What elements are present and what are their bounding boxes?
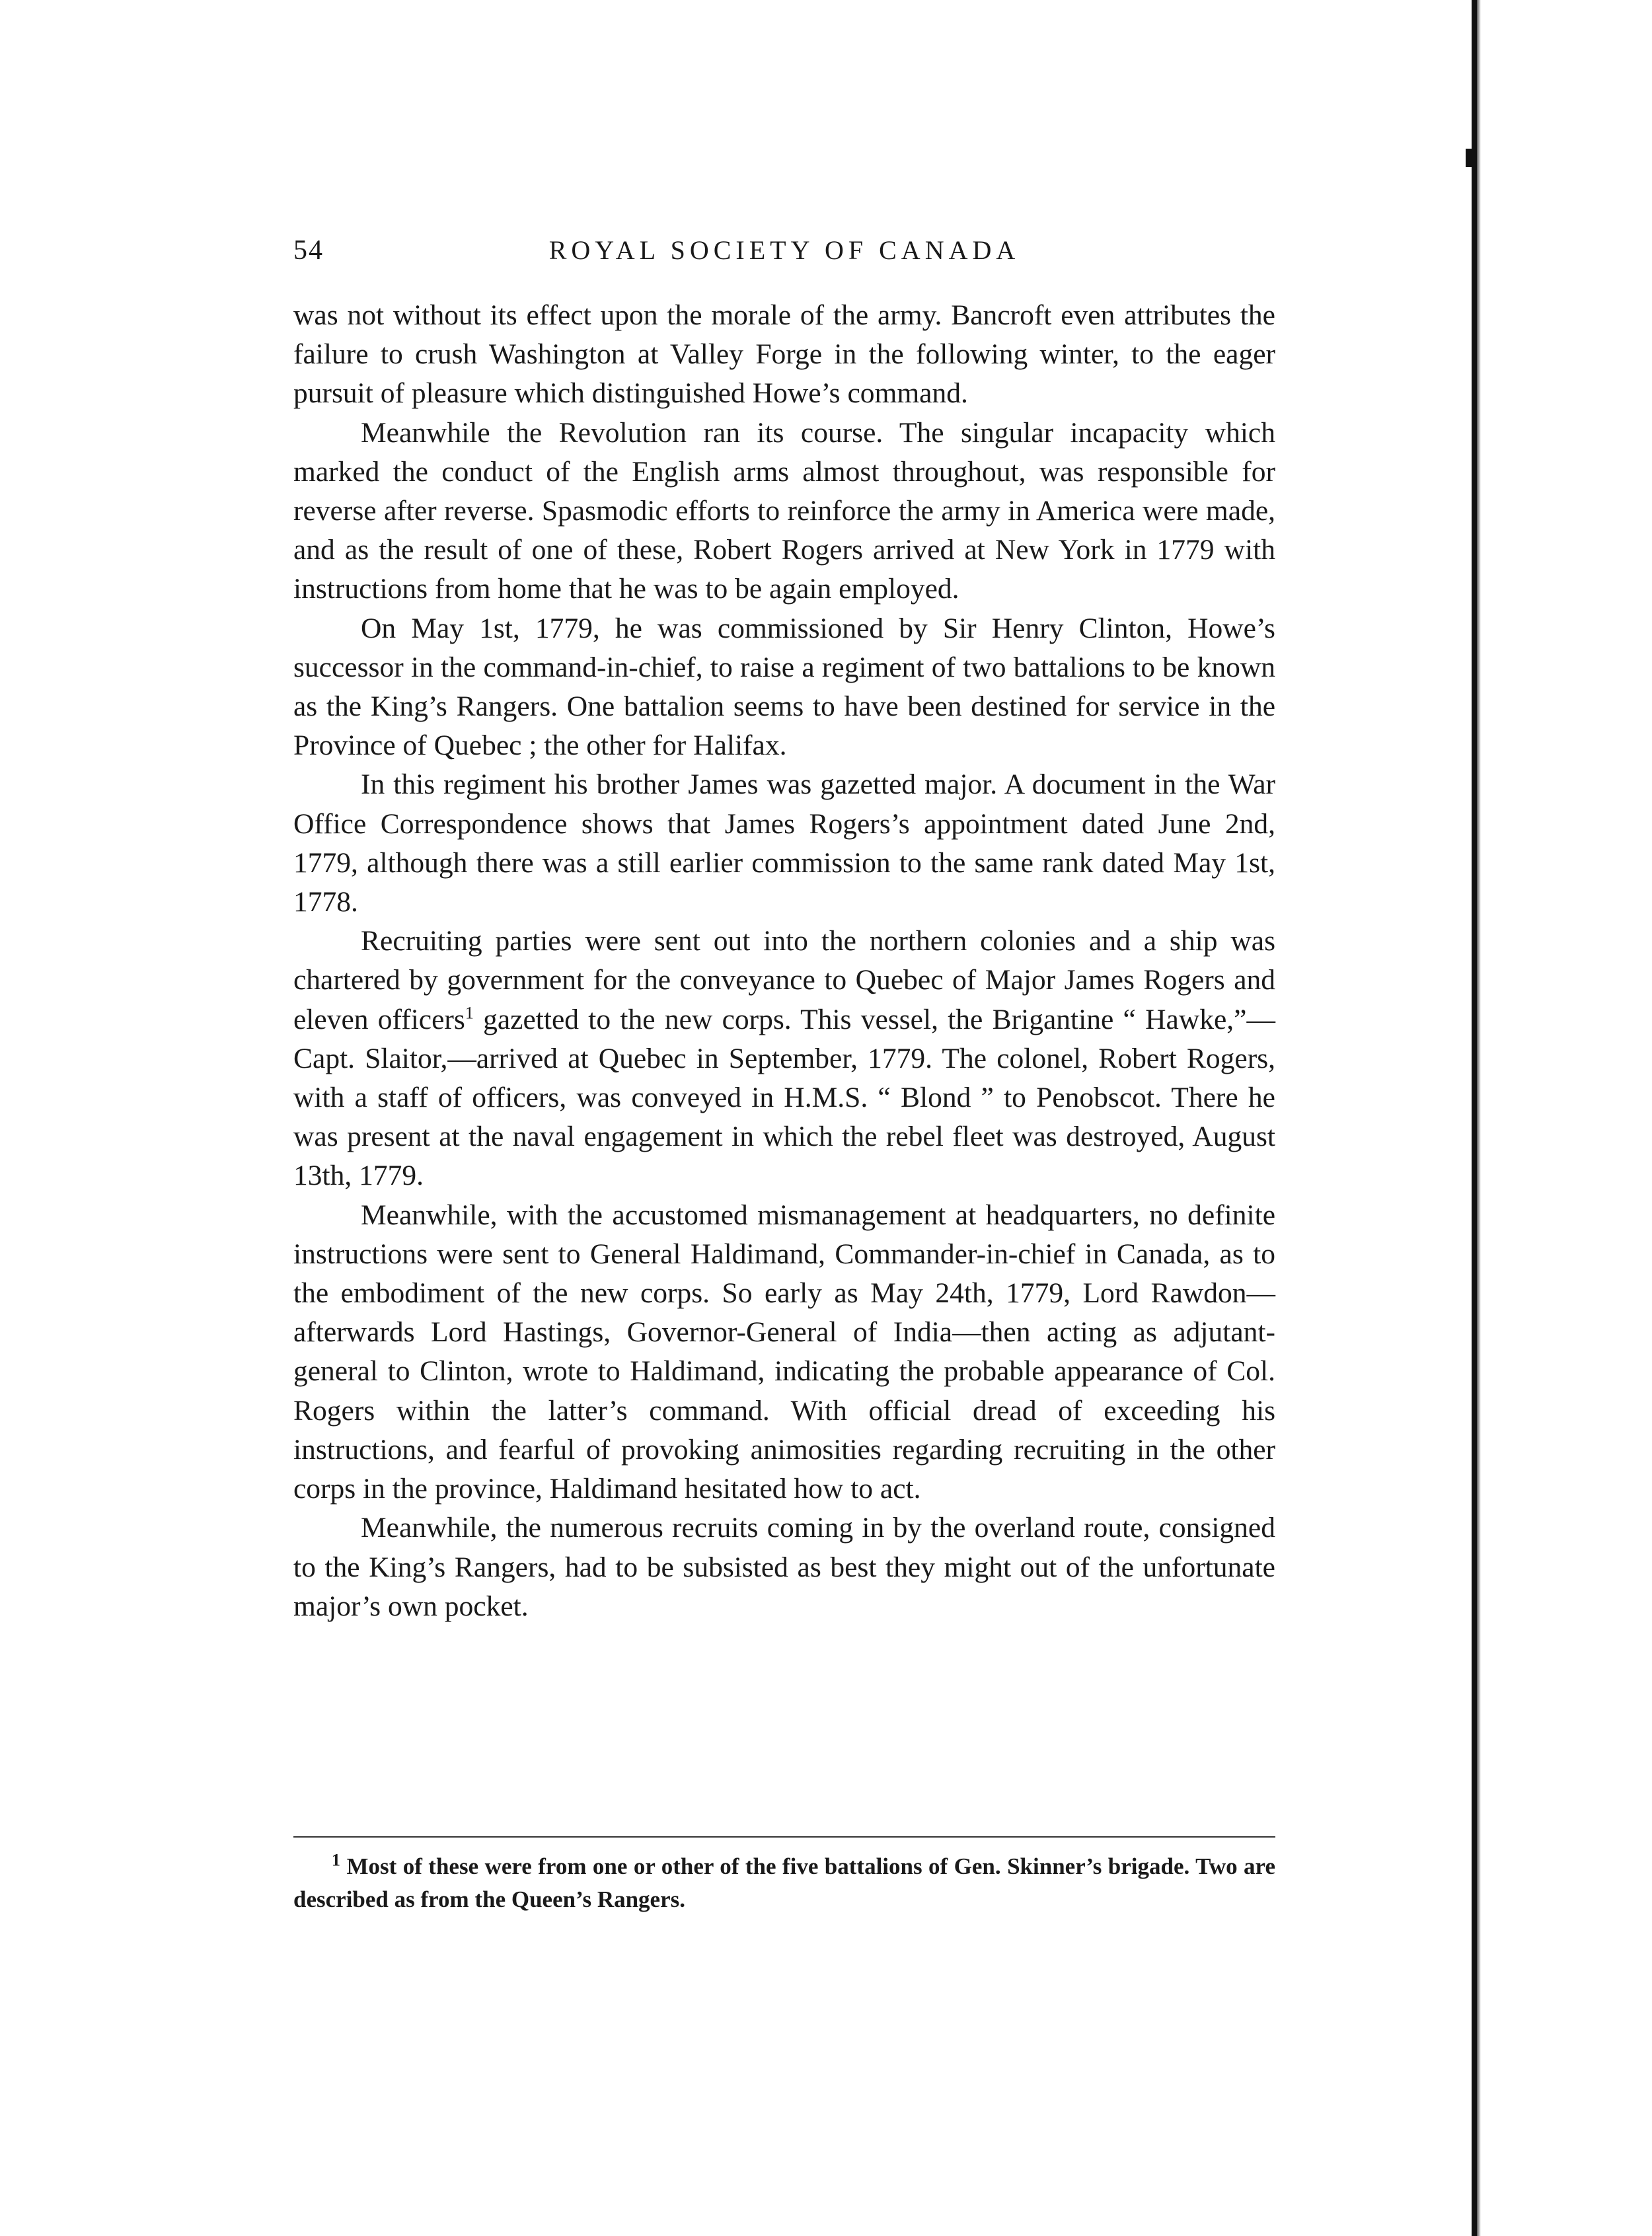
- paragraph-recruits: Meanwhile, the numerous recruits coming in by the overland route, consigned to the King’s Rangers, had to be subsisted as best they might out of the unfortunate major’s own pocket.: [293, 1512, 1275, 1622]
- footnote-divider: [293, 1836, 1275, 1838]
- footnote-marker: 1: [332, 1850, 340, 1870]
- recruiting-text-start: Recruiting parties were sent out into the northern colonies and a ship was chartered by government for the conveyance to Quebec of Major James Rogers and eleven officers: [293, 925, 1275, 1035]
- footnote-reference: 1: [465, 1003, 474, 1023]
- main-text: [293, 296, 1275, 1626]
- paragraph-recruiting: [293, 922, 1275, 1195]
- paragraph-james-rogers: In this regiment his brother James was gazetted major. A document in the War Office Correspondence shows that James Rogers’s appointment dated June 2nd, 1779, although there was a still earlier commission to the same rank dated May 1st, 1778.: [293, 768, 1275, 918]
- page-number: 54: [293, 235, 324, 266]
- paragraph-revolution: Meanwhile the Revolution ran its course. The singular incapacity which marked the conduct of the English arms almost throughout, was responsible for reverse after reverse. Spasmodic efforts to reinforce the army in America were made, and as the result of one of these, Robert Rogers arrived at New York in 1779 with instructions from home that he was to be again employed.: [293, 416, 1275, 605]
- recruiting-text-end: gazetted to the new corps. This vessel, the Brigantine “ Hawke,”—Capt. Slaitor,—arrived at Quebec in September, 1779. The colonel, Robert Rogers, with a staff of officers, was conveyed in H.M.S. “ Blond ” to Penobscot. There he was present at the naval engagement in which the rebel fleet was destroyed, August 13th, 1779.: [293, 1003, 1275, 1192]
- binding-shadow: [1477, 0, 1481, 2236]
- footnote-text: Most of these were from one or other of the five battalions of Gen. Skinner’s brigade. Two are described as from the Queen’s Rangers.: [293, 1853, 1275, 1912]
- footnote: [293, 1850, 1275, 1916]
- binding-mark: [1466, 149, 1472, 167]
- paragraph-commission: On May 1st, 1779, he was commissioned by Sir Henry Clinton, Howe’s successor in the command-in-chief, to raise a regiment of two battalions to be known as the King’s Rangers. One battalion seems to have been destined for service in the Province of Quebec ; the other for Halifax.: [293, 612, 1275, 762]
- running-head: ROYAL SOCIETY OF CANADA: [548, 235, 1020, 265]
- paragraph-continued: was not without its effect upon the morale of the army. Bancroft even attributes the failure to crush Washington at Valley Forge in the following winter, to the eager pursuit of pleasure which distinguished Howe’s command.: [293, 299, 1275, 410]
- binding-edge: [1472, 0, 1477, 2236]
- paragraph-mismanagement: Meanwhile, with the accustomed mismanagement at headquarters, no definite instructions were sent to General Haldimand, Commander-in-chief in Canada, as to the embodiment of the new corps. So early as May 24th, 1779, Lord Rawdon—afterwards Lord Hastings, Governor-General of India—then acting as adjutant-general to Clinton, wrote to Haldimand, indicating the probable appearance of Col. Rogers within the latter’s command. With official dread of exceeding his instructions, and fearful of provoking animosities regarding recruiting in the other corps in the province, Haldimand hesitated how to act.: [293, 1199, 1275, 1505]
- page-header: [293, 235, 1275, 274]
